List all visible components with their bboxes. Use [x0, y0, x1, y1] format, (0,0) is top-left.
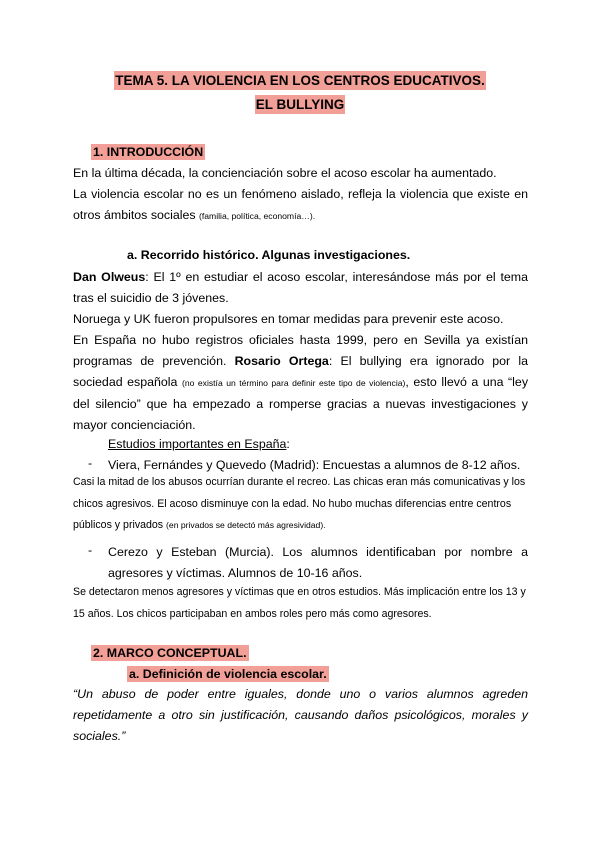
section-2-heading: 2. MARCO CONCEPTUAL. — [93, 646, 247, 660]
bullet-dash: - — [88, 456, 93, 470]
studies-label: Estudios importantes en España: — [108, 437, 290, 451]
norway-uk-paragraph: Noruega y UK fueron propulsores en tomar medidas para prevenir este acoso. — [73, 312, 504, 326]
subtitle-text: EL BULLYING — [255, 97, 345, 112]
document-title-line2 — [0, 97, 600, 112]
intro-paragraph-1: En la última década, la concienciación sobre el acoso escolar ha aumentado. — [73, 166, 497, 180]
study-2-note: Se detectaron menos agresores y víctimas que en otros estudios. Más implicación entre los 13 y 15 años. Los chicos participaban en ambos roles pero más como agresores. — [73, 586, 526, 620]
intro-paragraph-2: La violencia escolar no es un fenómeno aislado, refleja la violencia que existe en otros ámbitos sociales (familia, política, economía…). — [73, 187, 528, 222]
title-text: TEMA 5. LA VIOLENCIA EN LOS CENTROS EDUCATIVOS. — [115, 73, 485, 88]
subsection-2a-heading: a. Definición de violencia escolar. — [129, 667, 327, 681]
definition-quote: “Un abuso de poder entre iguales, donde uno o varios alumnos agreden repetidamente a otro sin justificación, causando daños psicológicos, morales y sociales.” — [73, 687, 528, 743]
study-1-note: Casi la mitad de los abusos ocurrían durante el recreo. Las chicas eran más comunicativas y los chicos agresivos. El acoso disminuye con la edad. No hubo muchas diferencias entre centros públicos y privados (en privados se detectó más agresividad). — [73, 476, 526, 531]
olweus-paragraph: Dan Olweus: El 1º en estudiar el acoso escolar, interesándose más por el tema tras el suicidio de 3 jóvenes. — [73, 270, 528, 305]
section-1-heading: 1. INTRODUCCIÓN — [93, 145, 204, 159]
study-2: Cerezo y Esteban (Murcia). Los alumnos identificaban por nombre a agresores y víctimas. Alumnos de 10-16 años. — [108, 545, 528, 580]
spain-paragraph: En España no hubo registros oficiales hasta 1999, pero en Sevilla ya existían programas de prevención. Rosario Ortega: El bullying era ignorado por la sociedad española (no existía un término para definir este tipo de violencia), esto llevó a una “ley del silencio” que ha empezado a romperse gracias a nuevas investigaciones y mayor concienciación. — [73, 333, 529, 432]
bullet-dash: - — [88, 543, 93, 557]
subsection-1a-heading: a. Recorrido histórico. Algunas investigaciones. — [127, 248, 411, 262]
document-title-line1 — [0, 73, 600, 88]
study-1: Viera, Fernándes y Quevedo (Madrid): Encuestas a alumnos de 8-12 años. — [108, 458, 521, 472]
